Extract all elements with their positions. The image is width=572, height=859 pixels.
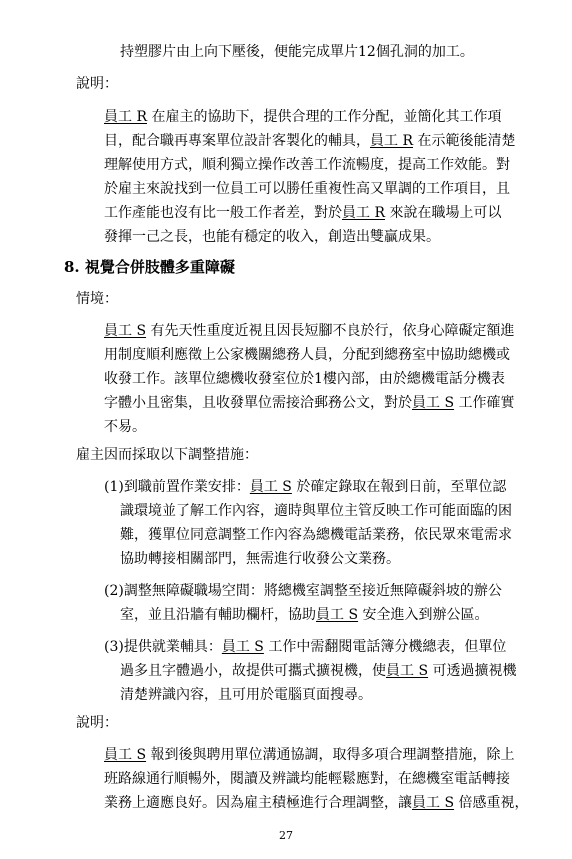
underlined-name: 員工 R <box>104 109 147 125</box>
text-run: 過多且字體過小，故提供可攜式擴視機，使 <box>120 663 386 679</box>
text-run: 室，並且沿牆有輔助欄杆，協助 <box>120 607 316 623</box>
explain-label: 說明： <box>76 715 118 731</box>
measure-item-line <box>120 661 517 681</box>
text-run: 班路線通行順暢外，閱讀及辨識均能輕鬆應對，在總機室電話轉接 <box>104 771 510 787</box>
text-run: 工作確實 <box>454 395 515 411</box>
explain-paragraph-line <box>104 769 510 789</box>
intro-line: 持塑膠片由上向下壓後，便能完成單片12個孔洞的加工。 <box>120 44 474 60</box>
text-run: 安全進入到辦公區。 <box>358 607 489 623</box>
measure-item-line <box>120 605 489 625</box>
text-run: (3)提供就業輔具： <box>104 639 222 655</box>
text-run: 發揮一己之長，也能有穩定的收入，創造出雙贏成果。 <box>104 229 440 245</box>
text-run: 於確定錄取在報到日前，至單位認 <box>291 479 507 495</box>
measure-item-line <box>104 581 502 601</box>
section-heading: 8. 視覺合併肢體多重障礙 <box>64 258 235 276</box>
measure-item-line <box>120 525 512 545</box>
explain-paragraph-line <box>104 155 510 175</box>
text-run: 清楚辨識內容，且可用於電腦頁面搜尋。 <box>120 687 372 703</box>
text-run: 工作產能也沒有比一般工作者差，對於 <box>104 205 342 221</box>
text-run: 可透過擴視機 <box>428 663 517 679</box>
underlined-name: 員工 S <box>386 663 429 679</box>
text-run: 目，配合職再專案單位設計客製化的輔具， <box>104 133 370 149</box>
underlined-name: 員工 S <box>249 479 292 495</box>
text-run: 來說在職場上可以 <box>385 205 502 221</box>
text-run: 不易。 <box>104 419 146 435</box>
text-run: 理解使用方式，順利獨立操作改善工作流暢度，提高工作效能。對 <box>104 157 510 173</box>
text-run: 在示範後能清楚 <box>413 133 516 149</box>
text-run: (1)到職前置作業安排： <box>104 479 250 495</box>
text-run: 收發工作。該單位總機收發室位於1樓內部，由於總機電話分機表 <box>104 371 505 387</box>
measure-item-line <box>120 685 372 705</box>
underlined-name: 員工 S <box>104 323 147 339</box>
text-run: 報到後與聘用單位溝通協調，取得多項合理調整措施，除上 <box>146 747 515 763</box>
text-run: 於雇主來說找到一位員工可以勝任重複性高又單調的工作項目，且 <box>104 181 510 197</box>
text-run: 工作中需翻閱電話簿分機總表，但單位 <box>263 639 507 655</box>
situation-paragraph-line <box>104 369 505 389</box>
explain-paragraph-line <box>104 179 510 199</box>
underlined-name: 員工 R <box>342 205 385 221</box>
measure-item-line <box>120 549 400 569</box>
situation-paragraph-line <box>104 393 515 413</box>
explain-paragraph-line <box>104 131 515 151</box>
text-run: 有先天性重度近視且因長短腳不良於行，依身心障礙定額進 <box>146 323 515 339</box>
text-run: 協助轉接相關部門，無需進行收發公文業務。 <box>120 551 400 567</box>
situation-paragraph-line <box>104 321 515 341</box>
measure-item-line <box>120 501 512 521</box>
page-number: 27 <box>279 829 293 842</box>
measure-item-line <box>104 477 506 497</box>
text-run: 在雇主的協助下，提供合理的工作分配，並簡化其工作項 <box>147 109 502 125</box>
explain-paragraph-line <box>104 793 529 813</box>
explain-paragraph-line <box>104 107 501 127</box>
situation-label: 情境： <box>76 291 118 307</box>
text-run: (2)調整無障礙職場空間：將總機室調整至接近無障礙斜坡的辦公 <box>104 583 502 599</box>
measures-label: 雇主因而採取以下調整措施： <box>76 447 258 463</box>
underlined-name: 員工 S <box>412 795 455 811</box>
measure-item-line <box>104 637 506 657</box>
text-run: 業務上適應良好。因為雇主積極進行合理調整，讓 <box>104 795 412 811</box>
explain-paragraph-line <box>104 203 501 223</box>
text-run: 字體小且密集，且收發單位需接洽郵務公文，對於 <box>104 395 412 411</box>
text-run: 倍感重視， <box>454 795 529 811</box>
text-run: 識環境並了解工作內容，適時與單位主管反映工作可能面臨的困 <box>120 503 512 519</box>
text-run: 難，獲單位同意調整工作內容為總機電話業務，依民眾來電需求 <box>120 527 512 543</box>
underlined-name: 員工 R <box>370 133 413 149</box>
explain-label: 說明： <box>76 76 118 92</box>
situation-paragraph-line <box>104 345 510 365</box>
explain-paragraph-line <box>104 745 515 765</box>
text-run: 用制度順利應徵上公家機關總務人員，分配到總務室中協助總機或 <box>104 347 510 363</box>
situation-paragraph-line <box>104 417 146 437</box>
underlined-name: 員工 S <box>104 747 147 763</box>
explain-paragraph-line <box>104 227 440 247</box>
underlined-name: 員工 S <box>412 395 455 411</box>
underlined-name: 員工 S <box>221 639 264 655</box>
underlined-name: 員工 S <box>316 607 359 623</box>
